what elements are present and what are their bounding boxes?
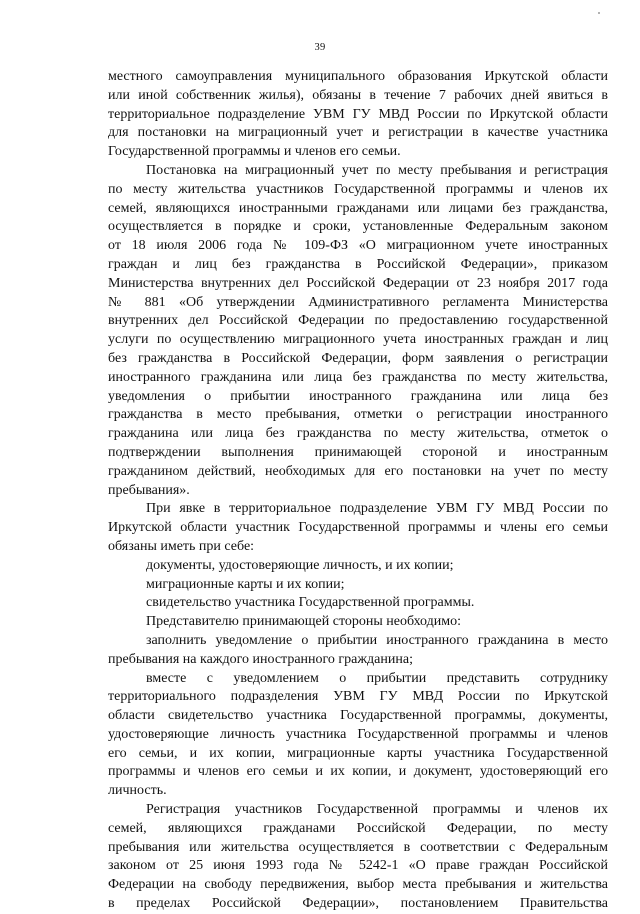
text-line: семей, являющихся гражданами Российской Федерации, по месту [108,820,608,836]
text-line: от 18 июля 2006 года № 109-ФЗ «О миграционном учете иностранных [108,238,608,254]
text-line: территориальное подразделение УВМ ГУ МВД России по Иркутской области [108,106,608,122]
text-line: для постановки на миграционный учет и регистрации в качестве участника [108,125,608,141]
text-line: или иной собственник жилья), обязаны в течение 7 рабочих дней явиться в [108,87,608,103]
text-line: уведомления о прибытии иностранного гражданина или лица без [108,388,608,404]
text-line: миграционные карты и их копии; [146,576,345,592]
text-line: иностранного гражданина или лица без гражданства по месту жительства, [108,369,608,385]
text-line: семей, являющихся иностранными гражданами или лицами без гражданства, [108,200,608,216]
text-line: пребывания на каждого иностранного гражданина; [108,651,413,667]
text-line: гражданства в место пребывания, отметки о регистрации иностранного [108,407,608,423]
text-line: пребывания». [108,482,190,498]
text-line: свидетельство участника Государственной программы. [146,595,475,611]
text-line: внутренних дел Российской Федерации по предоставлению государственной [108,313,608,329]
text-line: Министерства внутренних дел Российской Федерации от 23 ноября 2017 года [108,275,608,291]
text-line: законом от 25 июня 1993 года № 5242-1 «О праве граждан Российской [108,858,608,874]
text-line: подтверждении выполнения принимающей стороной и иностранным [108,444,608,460]
text-line: Представителю принимающей стороны необходимо: [146,614,462,630]
text-line: области свидетельство участника Государственной программы, документы, [108,708,608,724]
text-line: территориального подразделения УВМ ГУ МВД России по Иркутской [108,689,608,705]
text-line: осуществляется в порядке и сроки, установленные Федеральным законом [108,219,608,235]
text-line: личность. [108,783,167,799]
scan-speck [598,12,600,14]
text-line: гражданина или лица без гражданства по месту жительства, отметок о [108,426,608,442]
text-line: граждан и лиц без гражданства в Российской Федерации», приказом [108,256,608,272]
text-line: программы и членов его семьи и их копии, и документ, удостоверяющий его [108,764,608,780]
text-line: Иркутской области участник Государственной программы и члены его семьи [108,520,608,536]
text-line: без гражданства в Российской Федерации, форм заявления о регистрации [108,350,608,366]
text-line: Регистрация участников Государственной программы и членов их [146,802,608,818]
text-line: При явке в территориальное подразделение УВМ ГУ МВД России по [146,501,608,517]
text-line: его семьи, и их копии, миграционные карты участника Государственной [108,745,608,761]
text-line: Федерации на свободу передвижения, выбор места пребывания и жительства [108,877,608,893]
text-line: в пределах Российской Федерации», постановлением Правительства [108,896,608,912]
page-number: 39 [314,42,326,53]
text-line: Постановка на миграционный учет по месту пребывания и регистрация [146,162,608,178]
text-line: пребывания или жительства осуществляется в соответствии с Федеральным [108,839,608,855]
text-line: заполнить уведомление о прибытии иностранного гражданина в место [146,632,608,648]
text-line: вместе с уведомлением о прибытии представить сотруднику [146,670,608,686]
text-line: услуги по осуществлению миграционного учета иностранных граждан и лиц [108,332,608,348]
text-line: гражданином действий, необходимых для его постановки на учет по месту [108,463,608,479]
body-text [108,68,608,914]
text-line: по месту жительства участников Государственной программы и членов их [108,181,608,197]
text-line: документы, удостоверяющие личность, и их копии; [146,557,454,573]
text-line: Государственной программы и членов его семьи. [108,144,401,160]
text-line: местного самоуправления муниципального образования Иркутской области [108,69,608,84]
text-line: обязаны иметь при себе: [108,538,255,554]
text-line: № 881 «Об утверждении Административного регламента Министерства [108,294,608,310]
text-line: удостоверяющие личность участника Государственной программы и членов [108,726,608,742]
